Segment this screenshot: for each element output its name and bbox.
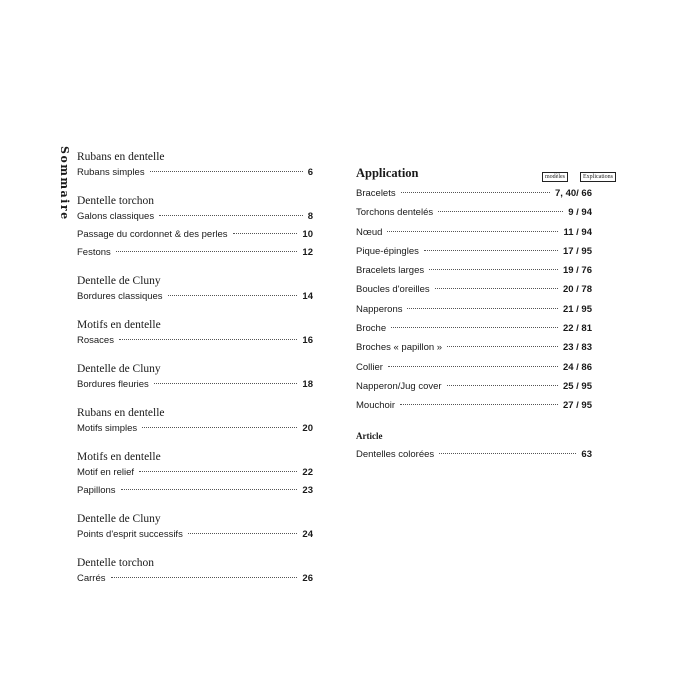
toc-section <box>77 512 313 545</box>
entry-label: Motifs simples <box>77 423 138 434</box>
toc-entry[interactable] <box>356 398 592 417</box>
toc-section <box>77 450 313 501</box>
toc-entry[interactable] <box>77 527 313 545</box>
explanations-tag: Explications <box>580 172 616 182</box>
section-title: Dentelle torchon <box>77 557 154 569</box>
section-title: Motifs en dentelle <box>77 319 161 331</box>
toc-section <box>77 150 313 183</box>
entry-label: Rubans simples <box>77 167 145 178</box>
sommaire-heading: Sommaire <box>58 146 71 221</box>
toc-entry[interactable] <box>77 333 313 351</box>
leader-dots <box>142 427 297 428</box>
toc-section <box>77 274 313 307</box>
entry-label: Broche <box>356 323 387 335</box>
leader-dots <box>439 453 576 454</box>
toc-entry[interactable] <box>356 447 592 466</box>
leader-dots <box>119 339 297 340</box>
toc-entry[interactable] <box>77 209 313 227</box>
entry-label: Napperon/Jug cover <box>356 380 442 392</box>
entry-label: Nœud <box>356 226 383 238</box>
leader-dots <box>429 269 558 270</box>
toc-entry[interactable] <box>77 377 313 395</box>
entry-page: 26 <box>302 573 313 584</box>
application-header <box>356 166 613 186</box>
entry-page: 14 <box>302 291 313 302</box>
entry-page: 17 / 95 <box>562 245 592 257</box>
entry-page: 19 / 76 <box>562 265 592 277</box>
entry-page: 27 / 95 <box>562 400 592 412</box>
entry-label: Motif en relief <box>77 467 135 478</box>
toc-section <box>77 362 313 395</box>
entry-page: 16 <box>302 335 313 346</box>
toc-entry[interactable] <box>356 263 592 282</box>
toc-entry[interactable] <box>356 340 592 359</box>
right-toc <box>356 166 613 466</box>
leader-dots <box>401 192 550 193</box>
leader-dots <box>400 404 558 405</box>
toc-entry[interactable] <box>77 245 313 263</box>
entry-page: 22 / 81 <box>562 323 592 335</box>
entry-page: 6 <box>307 167 313 178</box>
entry-label: Bordures fleuries <box>77 379 149 390</box>
toc-entry[interactable] <box>77 227 313 245</box>
entry-label: Torchons dentelés <box>356 207 434 219</box>
entry-label: Collier <box>356 361 383 373</box>
entry-page: 21 / 95 <box>562 303 592 315</box>
toc-section <box>77 406 313 439</box>
entry-page: 25 / 95 <box>562 380 592 392</box>
leader-dots <box>388 366 558 367</box>
entry-label: Carrés <box>77 573 106 584</box>
entry-label: Broches « papillon » <box>356 342 443 354</box>
section-title: Motifs en dentelle <box>77 451 161 463</box>
leader-dots <box>233 233 298 234</box>
article-title: Article <box>356 430 383 441</box>
leader-dots <box>447 385 558 386</box>
entry-page: 12 <box>302 247 313 258</box>
entry-page: 24 / 86 <box>562 361 592 373</box>
leader-dots <box>387 231 558 232</box>
entry-page: 63 <box>581 448 592 460</box>
entry-label: Festons <box>77 247 111 258</box>
entry-label: Napperons <box>356 303 403 315</box>
entry-page: 24 <box>302 529 313 540</box>
leader-dots <box>111 577 298 578</box>
toc-section <box>77 318 313 351</box>
entry-label: Rosaces <box>77 335 114 346</box>
toc-entry[interactable] <box>77 483 313 501</box>
left-toc <box>77 150 313 600</box>
leader-dots <box>447 346 558 347</box>
leader-dots <box>188 533 298 534</box>
entry-label: Bracelets larges <box>356 265 425 277</box>
entry-label: Points d'esprit successifs <box>77 529 183 540</box>
models-tag: modèles <box>542 172 568 182</box>
entry-label: Pique-épingles <box>356 245 419 257</box>
entry-page: 20 <box>302 423 313 434</box>
entry-page: 10 <box>302 229 313 240</box>
toc-entry[interactable] <box>356 321 592 340</box>
toc-entry[interactable] <box>77 421 313 439</box>
section-title: Dentelle de Cluny <box>77 275 161 287</box>
toc-entry[interactable] <box>356 205 592 224</box>
entry-page: 11 / 94 <box>563 226 592 238</box>
application-title: Application <box>356 166 419 180</box>
leader-dots <box>150 171 303 172</box>
section-title: Rubans en dentelle <box>77 151 165 163</box>
leader-dots <box>168 295 298 296</box>
entry-label: Bracelets <box>356 188 396 199</box>
entry-page: 20 / 78 <box>562 284 592 296</box>
leader-dots <box>159 215 303 216</box>
section-title: Dentelle torchon <box>77 195 154 207</box>
entry-page: 18 <box>302 379 313 390</box>
leader-dots <box>438 211 563 212</box>
entry-label: Galons classiques <box>77 211 155 222</box>
toc-entry[interactable] <box>356 302 592 321</box>
entry-label: Boucles d'oreilles <box>356 284 430 296</box>
entry-page: 23 / 83 <box>562 342 592 354</box>
entry-page: 23 <box>302 485 313 496</box>
toc-section <box>77 194 313 263</box>
toc-entry[interactable] <box>356 225 592 244</box>
leader-dots <box>121 489 298 490</box>
section-title: Dentelle de Cluny <box>77 513 161 525</box>
leader-dots <box>139 471 297 472</box>
entry-label: Bordures classiques <box>77 291 163 302</box>
toc-entry[interactable] <box>356 244 592 263</box>
entry-label: Passage du cordonnet & des perles <box>77 229 228 240</box>
toc-entry[interactable] <box>356 282 592 301</box>
toc-entry[interactable] <box>356 379 592 398</box>
entry-page: 22 <box>302 467 313 478</box>
entry-page: 8 <box>307 211 313 222</box>
toc-entry[interactable] <box>77 571 313 589</box>
leader-dots <box>116 251 298 252</box>
section-title: Dentelle de Cluny <box>77 363 161 375</box>
toc-entry[interactable] <box>77 165 313 183</box>
entry-label: Papillons <box>77 485 116 496</box>
toc-entry[interactable] <box>77 289 313 307</box>
leader-dots <box>391 327 558 328</box>
leader-dots <box>424 250 558 251</box>
leader-dots <box>407 308 557 309</box>
toc-section <box>77 556 313 589</box>
entry-page: 9 / 94 <box>568 207 592 219</box>
leader-dots <box>154 383 298 384</box>
leader-dots <box>435 288 558 289</box>
entry-label: Dentelles colorées <box>356 448 435 460</box>
toc-entry[interactable] <box>77 465 313 483</box>
toc-entry[interactable] <box>356 360 592 379</box>
section-title: Rubans en dentelle <box>77 407 165 419</box>
entry-page: 7, 40/ 66 <box>555 188 592 199</box>
toc-entry[interactable] <box>356 186 592 205</box>
entry-label: Mouchoir <box>356 400 396 412</box>
